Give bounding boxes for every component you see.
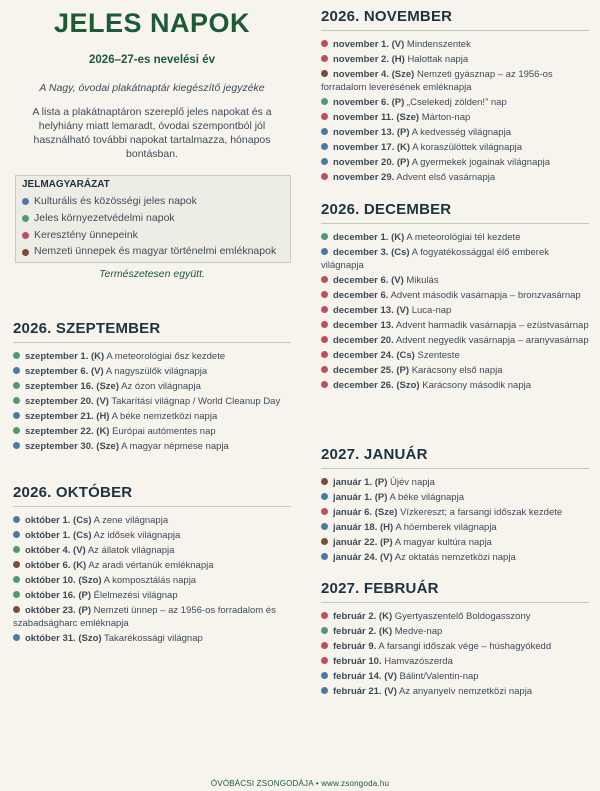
event-date: január 24. (V) xyxy=(333,552,393,563)
month-section-nov xyxy=(321,8,589,186)
legend-label: Jeles környezetvédelmi napok xyxy=(34,212,175,224)
red-dot-icon xyxy=(321,55,328,62)
legend-item-environment xyxy=(22,210,284,227)
event-date: október 23. (P) xyxy=(25,605,91,616)
event-item xyxy=(321,536,589,549)
event-date: január 1. (P) xyxy=(333,492,388,503)
month-section-jan xyxy=(321,446,589,566)
event-date: január 1. (P) xyxy=(333,477,388,488)
event-list xyxy=(321,610,589,698)
legend-label: Nemzeti ünnepek és magyar történelmi emléknapok xyxy=(34,245,277,257)
event-date: február 21. (V) xyxy=(333,686,397,697)
event-text: Bálint/Valentin-nap xyxy=(399,671,479,682)
event-date: január 18. (H) xyxy=(333,522,394,533)
school-year-subtitle: 2026–27-es nevelési év xyxy=(89,54,215,66)
event-item xyxy=(13,425,291,438)
red-dot-icon xyxy=(321,612,328,619)
event-text: Takarítási világnap / World Cleanup Day xyxy=(111,396,281,407)
event-text: Mindenszentek xyxy=(406,39,471,50)
event-text: Az anyanyelv nemzetközi napja xyxy=(399,686,533,697)
green-dot-icon xyxy=(13,382,20,389)
event-text: Szenteste xyxy=(417,350,460,362)
red-dot-icon xyxy=(321,291,328,298)
green-dot-icon xyxy=(13,591,20,598)
event-item xyxy=(321,491,589,504)
event-date: november 4. (Sze) xyxy=(333,69,415,80)
event-item xyxy=(13,380,291,393)
event-item xyxy=(321,304,589,317)
event-item xyxy=(321,111,589,124)
event-item xyxy=(321,685,589,698)
event-text: A fogyatékossággal élő emberek világnapja xyxy=(321,247,549,272)
month-title: 2026. DECEMBER xyxy=(321,201,452,218)
legend-footnote: Természetesen együtt. xyxy=(99,268,205,280)
blue-dot-icon xyxy=(13,516,20,523)
event-item xyxy=(321,319,589,332)
section-divider xyxy=(13,342,291,343)
month-title: 2026. OKTÓBER xyxy=(13,484,133,501)
event-item xyxy=(13,574,291,587)
event-text: Újév napja xyxy=(390,477,435,488)
brown-dot-icon xyxy=(22,249,29,256)
section-divider xyxy=(321,602,589,603)
event-item xyxy=(13,589,291,602)
legend-label: Keresztény ünnepeink xyxy=(34,229,138,241)
legend-item-christian xyxy=(22,227,284,244)
month-section-dec xyxy=(321,201,589,394)
brown-dot-icon xyxy=(13,561,20,568)
event-date: november 13. (P) xyxy=(333,127,410,139)
red-dot-icon xyxy=(321,173,328,180)
event-text: Élelmezési világnap xyxy=(93,590,178,601)
event-date: szeptember 6. (V) xyxy=(25,366,104,377)
blue-dot-icon xyxy=(321,128,328,135)
intro-italic-line: A Nagy, óvodai plakátnaptár kiegészítő jegyzéke xyxy=(39,82,265,94)
legend-title: JELMAGYARÁZAT xyxy=(22,179,110,190)
event-list xyxy=(321,38,589,185)
event-text: A gyermekek jogainak világnapja xyxy=(411,157,551,169)
red-dot-icon xyxy=(321,657,328,664)
page-title: JELES NAPOK xyxy=(53,8,251,38)
event-item xyxy=(321,506,589,519)
event-text: A magyar népmese napja xyxy=(121,441,229,452)
event-item xyxy=(13,514,291,527)
event-item xyxy=(13,544,291,557)
event-text: Karácsony első napja xyxy=(411,365,503,377)
event-date: október 6. (K) xyxy=(25,560,87,571)
event-text: Hamvazószerda xyxy=(384,656,453,667)
red-dot-icon xyxy=(321,642,328,649)
event-item xyxy=(321,156,589,169)
event-list xyxy=(321,476,589,564)
event-text: Advent harmadik vasárnapja – ezüstvasárnap xyxy=(395,320,589,332)
event-item xyxy=(321,68,589,95)
red-dot-icon xyxy=(321,336,328,343)
section-divider xyxy=(321,468,589,469)
blue-dot-icon xyxy=(321,493,328,500)
event-date: szeptember 20. (V) xyxy=(25,396,109,407)
event-date: november 2. (H) xyxy=(333,54,405,65)
month-section-feb xyxy=(321,580,589,700)
blue-dot-icon xyxy=(321,672,328,679)
red-dot-icon xyxy=(321,306,328,313)
event-item xyxy=(321,551,589,564)
event-item xyxy=(321,670,589,683)
event-date: december 1. (K) xyxy=(333,232,405,243)
event-text: A kedvesség világnapja xyxy=(411,127,511,139)
event-text: A hóemberek világnapja xyxy=(395,522,497,533)
event-text: Az ózon világnapja xyxy=(121,381,201,392)
event-text: Mikulás xyxy=(406,275,439,287)
legend-item-cultural xyxy=(22,193,284,210)
event-item xyxy=(321,126,589,139)
event-text: Az oktatás nemzetközi napja xyxy=(394,552,516,563)
event-date: december 20. xyxy=(333,335,394,347)
event-item xyxy=(321,349,589,362)
blue-dot-icon xyxy=(13,442,20,449)
red-dot-icon xyxy=(321,40,328,47)
event-date: december 24. (Cs) xyxy=(333,350,415,362)
intro-paragraph: A lista a plakátnaptáron szereplő jeles napokat és a helyhiány miatt lemaradt, óvodai szempontból jól használható további napokat tartalmazza, hónapos bontásban. xyxy=(32,106,272,160)
brown-dot-icon xyxy=(321,70,328,77)
event-item xyxy=(321,141,589,154)
event-date: december 26. (Szo) xyxy=(333,380,420,392)
event-date: október 16. (P) xyxy=(25,590,91,601)
event-date: november 1. (V) xyxy=(333,39,405,50)
event-date: szeptember 21. (H) xyxy=(25,411,110,422)
event-date: október 31. (Szo) xyxy=(25,633,102,645)
event-text: Vízkereszt; a farsangi időszak kezdete xyxy=(400,507,563,518)
blue-dot-icon xyxy=(22,198,29,205)
event-date: november 29. xyxy=(333,172,395,184)
section-divider xyxy=(321,223,589,224)
event-item xyxy=(321,171,589,184)
event-date: november 17. (K) xyxy=(333,142,411,154)
event-date: december 6. (V) xyxy=(333,275,404,287)
month-section-okt xyxy=(13,484,291,647)
event-item xyxy=(13,350,291,363)
event-item xyxy=(321,53,589,66)
event-date: február 14. (V) xyxy=(333,671,397,682)
section-divider xyxy=(321,30,589,31)
event-date: október 1. (Cs) xyxy=(25,530,92,541)
event-text: Nemzeti ünnep – az 1956-os forradalom és szabadságharc emléknapja xyxy=(13,605,276,630)
event-text: A béke világnapja xyxy=(389,492,464,503)
red-dot-icon xyxy=(321,113,328,120)
event-date: december 25. (P) xyxy=(333,365,410,377)
event-item xyxy=(321,274,589,287)
event-date: február 2. (K) xyxy=(333,611,393,622)
event-date: szeptember 30. (Sze) xyxy=(25,441,119,452)
footer: ÓVÓBÁCSI ZSONGODÁJA • www.zsongoda.hu xyxy=(210,779,390,788)
event-date: február 9. xyxy=(333,641,377,652)
left-column xyxy=(13,0,291,645)
event-date: november 20. (P) xyxy=(333,157,410,169)
event-text: Az aradi vértanúk emléknapja xyxy=(88,560,214,571)
event-text: Márton-nap xyxy=(421,112,471,124)
event-list xyxy=(13,350,291,453)
green-dot-icon xyxy=(321,98,328,105)
green-dot-icon xyxy=(13,352,20,359)
blue-dot-icon xyxy=(13,634,20,641)
blue-dot-icon xyxy=(321,687,328,694)
blue-dot-icon xyxy=(321,143,328,150)
event-text: A komposztálás napja xyxy=(103,575,197,586)
event-text: „Cselekedj zölden!” nap xyxy=(406,97,507,109)
event-item xyxy=(321,38,589,51)
event-date: november 11. (Sze) xyxy=(333,112,420,124)
event-date: szeptember 16. (Sze) xyxy=(25,381,119,392)
event-item xyxy=(13,440,291,453)
event-text: Advent negyedik vasárnapja – aranyvasárnap xyxy=(395,335,589,347)
event-list xyxy=(321,231,589,393)
event-date: január 22. (P) xyxy=(333,537,393,548)
event-text: A meteorológiai tél kezdete xyxy=(406,232,521,243)
month-title: 2027. FEBRUÁR xyxy=(321,580,439,597)
blue-dot-icon xyxy=(13,367,20,374)
event-text: A béke nemzetközi napja xyxy=(111,411,218,422)
event-date: február 2. (K) xyxy=(333,626,393,637)
event-date: szeptember 1. (K) xyxy=(25,351,105,362)
event-date: szeptember 22. (K) xyxy=(25,426,110,437)
event-text: Európai autómentes nap xyxy=(112,426,216,437)
month-title: 2026. NOVEMBER xyxy=(321,8,453,25)
event-date: október 1. (Cs) xyxy=(25,515,92,526)
event-text: A koraszülöttek világnapja xyxy=(412,142,523,154)
event-item xyxy=(321,96,589,109)
event-date: december 13. (V) xyxy=(333,305,410,317)
month-title: 2026. SZEPTEMBER xyxy=(13,320,161,337)
event-item xyxy=(321,334,589,347)
blue-dot-icon xyxy=(321,523,328,530)
event-text: Karácsony második napja xyxy=(422,380,532,392)
event-text: Az idősek világnapja xyxy=(93,530,181,541)
event-item xyxy=(321,521,589,534)
event-item xyxy=(321,246,589,273)
month-title: 2027. JANUÁR xyxy=(321,446,428,463)
green-dot-icon xyxy=(321,233,328,240)
event-text: A meteorológiai ősz kezdete xyxy=(106,351,226,362)
event-text: A magyar kultúra napja xyxy=(394,537,492,548)
event-date: október 10. (Szo) xyxy=(25,575,102,586)
red-dot-icon xyxy=(321,381,328,388)
green-dot-icon xyxy=(13,546,20,553)
event-item xyxy=(13,529,291,542)
event-text: A farsangi időszak vége – húshagyókedd xyxy=(378,641,552,652)
brown-dot-icon xyxy=(321,478,328,485)
red-dot-icon xyxy=(22,232,29,239)
event-item xyxy=(321,379,589,392)
blue-dot-icon xyxy=(13,412,20,419)
event-date: december 3. (Cs) xyxy=(333,247,410,258)
event-item xyxy=(321,610,589,623)
green-dot-icon xyxy=(321,627,328,634)
legend-box xyxy=(15,175,291,263)
blue-dot-icon xyxy=(321,553,328,560)
red-dot-icon xyxy=(321,508,328,515)
green-dot-icon xyxy=(13,397,20,404)
event-text: Takarékossági világnap xyxy=(104,633,203,645)
red-dot-icon xyxy=(321,366,328,373)
red-dot-icon xyxy=(321,351,328,358)
red-dot-icon xyxy=(321,276,328,283)
event-text: Halottak napja xyxy=(407,54,469,65)
event-date: január 6. (Sze) xyxy=(333,507,398,518)
event-text: Advent második vasárnapja – bronzvasárnap xyxy=(390,290,581,302)
event-item xyxy=(321,364,589,377)
event-item xyxy=(321,476,589,489)
event-item xyxy=(13,395,291,408)
blue-dot-icon xyxy=(321,248,328,255)
legend-item-national xyxy=(22,244,284,259)
month-section-szept xyxy=(13,320,291,455)
event-text: Az állatok világnapja xyxy=(87,545,175,556)
brown-dot-icon xyxy=(13,606,20,613)
event-date: december 6. xyxy=(333,290,389,302)
event-text: A zene világnapja xyxy=(93,515,169,526)
blue-dot-icon xyxy=(321,158,328,165)
event-item xyxy=(321,625,589,638)
event-date: december 13. xyxy=(333,320,394,332)
event-text: Medve-nap xyxy=(394,626,443,637)
event-text: Gyertyaszentelő Boldogasszony xyxy=(394,611,531,622)
green-dot-icon xyxy=(22,215,29,222)
event-text: Nemzeti gyásznap – az 1956-os forradalom leverésének emléknapja xyxy=(321,69,553,94)
event-text: Advent első vasárnapja xyxy=(396,172,496,184)
section-divider xyxy=(13,506,291,507)
event-item xyxy=(321,289,589,302)
event-item xyxy=(321,640,589,653)
green-dot-icon xyxy=(13,576,20,583)
legend-label: Kulturális és közösségi jeles napok xyxy=(34,195,197,207)
blue-dot-icon xyxy=(13,531,20,538)
brown-dot-icon xyxy=(321,538,328,545)
event-list xyxy=(13,514,291,646)
event-text: A nagyszülők világnapja xyxy=(105,366,208,377)
event-item xyxy=(13,410,291,423)
event-item xyxy=(321,231,589,244)
event-item xyxy=(13,604,291,631)
event-date: november 6. (P) xyxy=(333,97,405,109)
green-dot-icon xyxy=(13,427,20,434)
event-item xyxy=(13,365,291,378)
event-text: Luca-nap xyxy=(411,305,452,317)
event-date: február 10. xyxy=(333,656,382,667)
event-item xyxy=(321,655,589,668)
event-item xyxy=(13,559,291,572)
red-dot-icon xyxy=(321,321,328,328)
event-item xyxy=(13,632,291,645)
event-date: október 4. (V) xyxy=(25,545,86,556)
